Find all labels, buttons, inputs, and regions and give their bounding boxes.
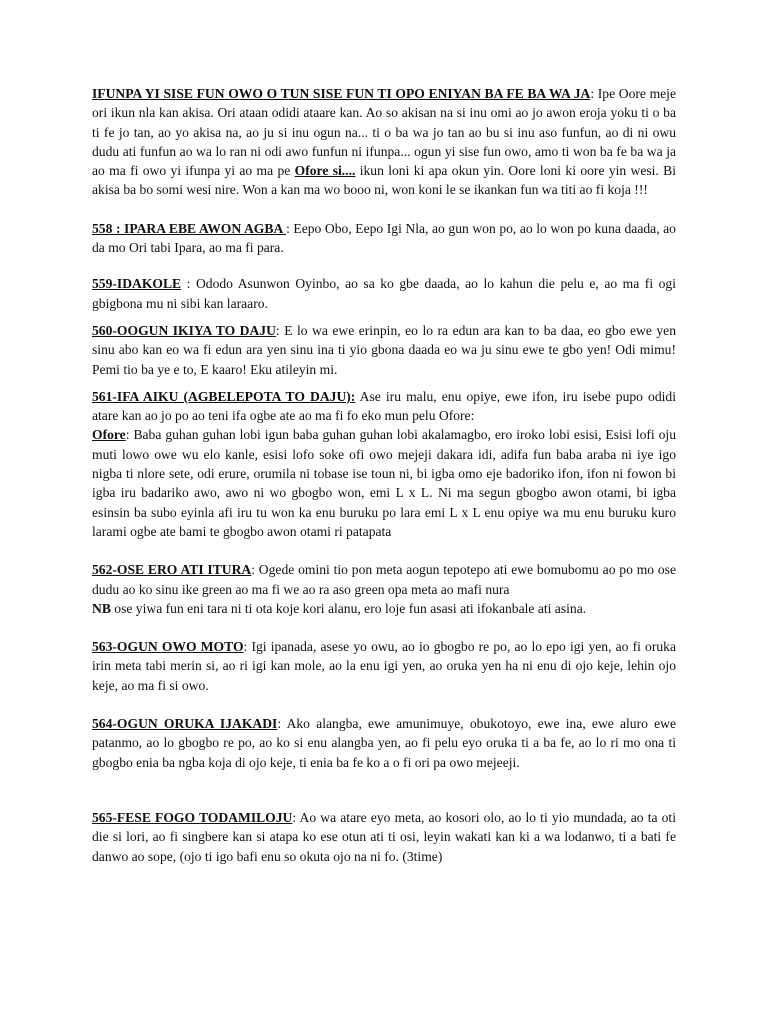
heading-colon: : xyxy=(275,322,280,338)
section-564 xyxy=(92,714,676,772)
heading-colon: : xyxy=(277,716,282,732)
section-heading: IFUNPA YI SISE FUN OWO O TUN SISE FUN TI OPO ENIYAN BA FE BA WA JA xyxy=(92,86,591,101)
section-heading: 565-FESE FOGO TODAMILOJU xyxy=(92,809,293,825)
section-heading: 564-OGUN ORUKA IJAKADI xyxy=(92,716,278,732)
heading-colon: : xyxy=(286,220,290,236)
incantation-label: Ofore xyxy=(92,427,126,443)
heading-colon: : xyxy=(181,276,191,292)
section-body: Eepo Obo, Eepo Igi Nla, ao gun won po, ao lo won po kuna daada, ao da mo Ori tabi Ipara, ao ma fi para. xyxy=(92,220,676,256)
note-text: ose yiwa fun eni tara ni ti ota koje kori alanu, ero loje fun asasi ati ifokanbale ati asina. xyxy=(110,600,587,616)
heading-colon: : xyxy=(243,639,248,655)
section-563 xyxy=(92,637,676,695)
section-heading: 561-IFA AIKU (AGBELEPOTA TO DAJU): xyxy=(92,388,356,404)
section-heading: 563-OGUN OWO MOTO xyxy=(92,639,244,655)
incantation-label: Ofore si.... xyxy=(294,163,356,179)
section-heading: 558 : IPARA EBE AWON AGBA xyxy=(92,220,287,236)
section-559 xyxy=(92,274,676,313)
section-560 xyxy=(92,321,676,379)
section-body: Ase iru malu, enu opiye, ewe ifon, iru isebe pupo odidi atare kan ao jo po ao teni ifa ogbe ate ao ma fi fo eko mun pelu Ofore: xyxy=(92,388,676,424)
section-body: Ipe Oore meje ori ikun nla kan akisa. Ori ataan odidi ataare kan. Ao so akisan na si inu omi ao jo awon eroja yoku ti o ba ti fe jo tan, ao yo akisa na, ao ju si inu ogun na... ti o ba wa jo tan ao bu si inu aso funfun, ao di ni owu dudu ati funfun ao wa lo ran ni odi awo funfun ni ifunpa... ogun yi sise fun owo, amo ti won ba fe ba wa ja ao ma fi owo yi ifunpa yi ao ma pe xyxy=(92,86,676,179)
section-561 xyxy=(92,387,676,541)
section-562 xyxy=(92,560,676,618)
section-heading: 559-IDAKOLE xyxy=(92,276,182,292)
section-558 xyxy=(92,219,676,258)
section-heading: 562-OSE ERO ATI ITURA xyxy=(92,562,252,578)
section-body: Ododo Asunwon Oyinbo, ao sa ko gbe daada, ao lo kahun die pelu e, ao ma fi ogi gbigbona mu ni sibi kan laraaro. xyxy=(92,276,676,311)
section-body: E lo wa ewe erinpin, eo lo ra edun ara kan to ba daa, eo gbo ewe yen sinu abo kan eo wa fi edun ara yen sinu ina ti yio gbona daada eo wa ju sinu ewe te gbo yen! Odi mimu! Pemi tio ba ye e to, E kaaro! Eku atileyin mi. xyxy=(92,322,676,377)
incantation-text: : Baba guhan guhan lobi igun baba guhan guhan lobi akalamagbo, ero iroko lobi esisi, Esisi lofi oju muti lowo owe wu elo kanle, esisi lofo soke ofi owo mejeji dakara idi, adifa fun baba araba ni iye igo nigba ti nlore sete, odi erure, orumila ni tobase ise toun ni, bi igba omo eje badoriko ifon, ifon ni fowon bi igba iru badariko awo, awo ni wo gbogbo won, emi L x L. Ni ma segun gbogbo awon otami, bi igba esinsin ba subo eyinla afi iru tu won ka enu buruku po lara emi L x L enu opiye wa mu enu buruku kuro larami ogbe ate bami te gbogbo awon otami ri patapata xyxy=(92,427,676,539)
document-page xyxy=(92,84,676,866)
section-heading: 560-OOGUN IKIYA TO DAJU xyxy=(92,322,276,338)
section-body: Ao wa atare eyo meta, ao kosori olo, ao lo ti yio mundada, ao ta oti die si lori, ao fi singbere kan si atapa ko ese otun ati ti osi, leyin wakati kan ki a wa lodanwo, ti a bati fe danwo ao sope, (ojo ti igo bafi enu so okuta ojo na ni fo. (3time) xyxy=(92,809,676,864)
heading-colon: : xyxy=(251,562,255,578)
heading-colon: : xyxy=(292,809,297,825)
section-body: Igi ipanada, asese yo owu, ao io gbogbo re po, ao lo epo igi yen, ao fi oruka irin meta tabi merin si, ao ri igi kan mole, ao la enu igi yen, ao oruka yen ha ni enu di ojo keje, lehin ojo keje, ao ma fi si owo. xyxy=(92,639,676,693)
section-body-continued: ikun loni ki apa okun yin. Oore loni ki oore yin wesi. Bi akisa ba bo somi wesi nire. Won a kan ma wo booo ni, won koni le se ikankan fun wa titi ao fi koja !!! xyxy=(92,163,677,198)
section-intro xyxy=(92,84,676,200)
section-body: Ako alangba, ewe amunimuye, obukotoyo, ewe ina, ewe aluro ewe patanmo, ao lo gbogbo re po, ao ko si enu alangba yen, ao fi pelu eyo oruka ti a ba fe, ao lo ri mo ona ti gbogbo enia ba ngba koja di ojo keje, ti enia ba fe ko a o fi ori pa owo mejeeji. xyxy=(92,716,676,770)
section-body: Ogede omini tio pon meta aogun tepotepo ati ewe bomubomu ao po mo ose dudu ao ko sinu ike green ao ma fi we ao ra aso green opa meta ao mafi nura xyxy=(92,562,676,597)
note-label: NB xyxy=(92,600,111,616)
heading-colon: : xyxy=(590,86,595,101)
section-565 xyxy=(92,808,676,866)
